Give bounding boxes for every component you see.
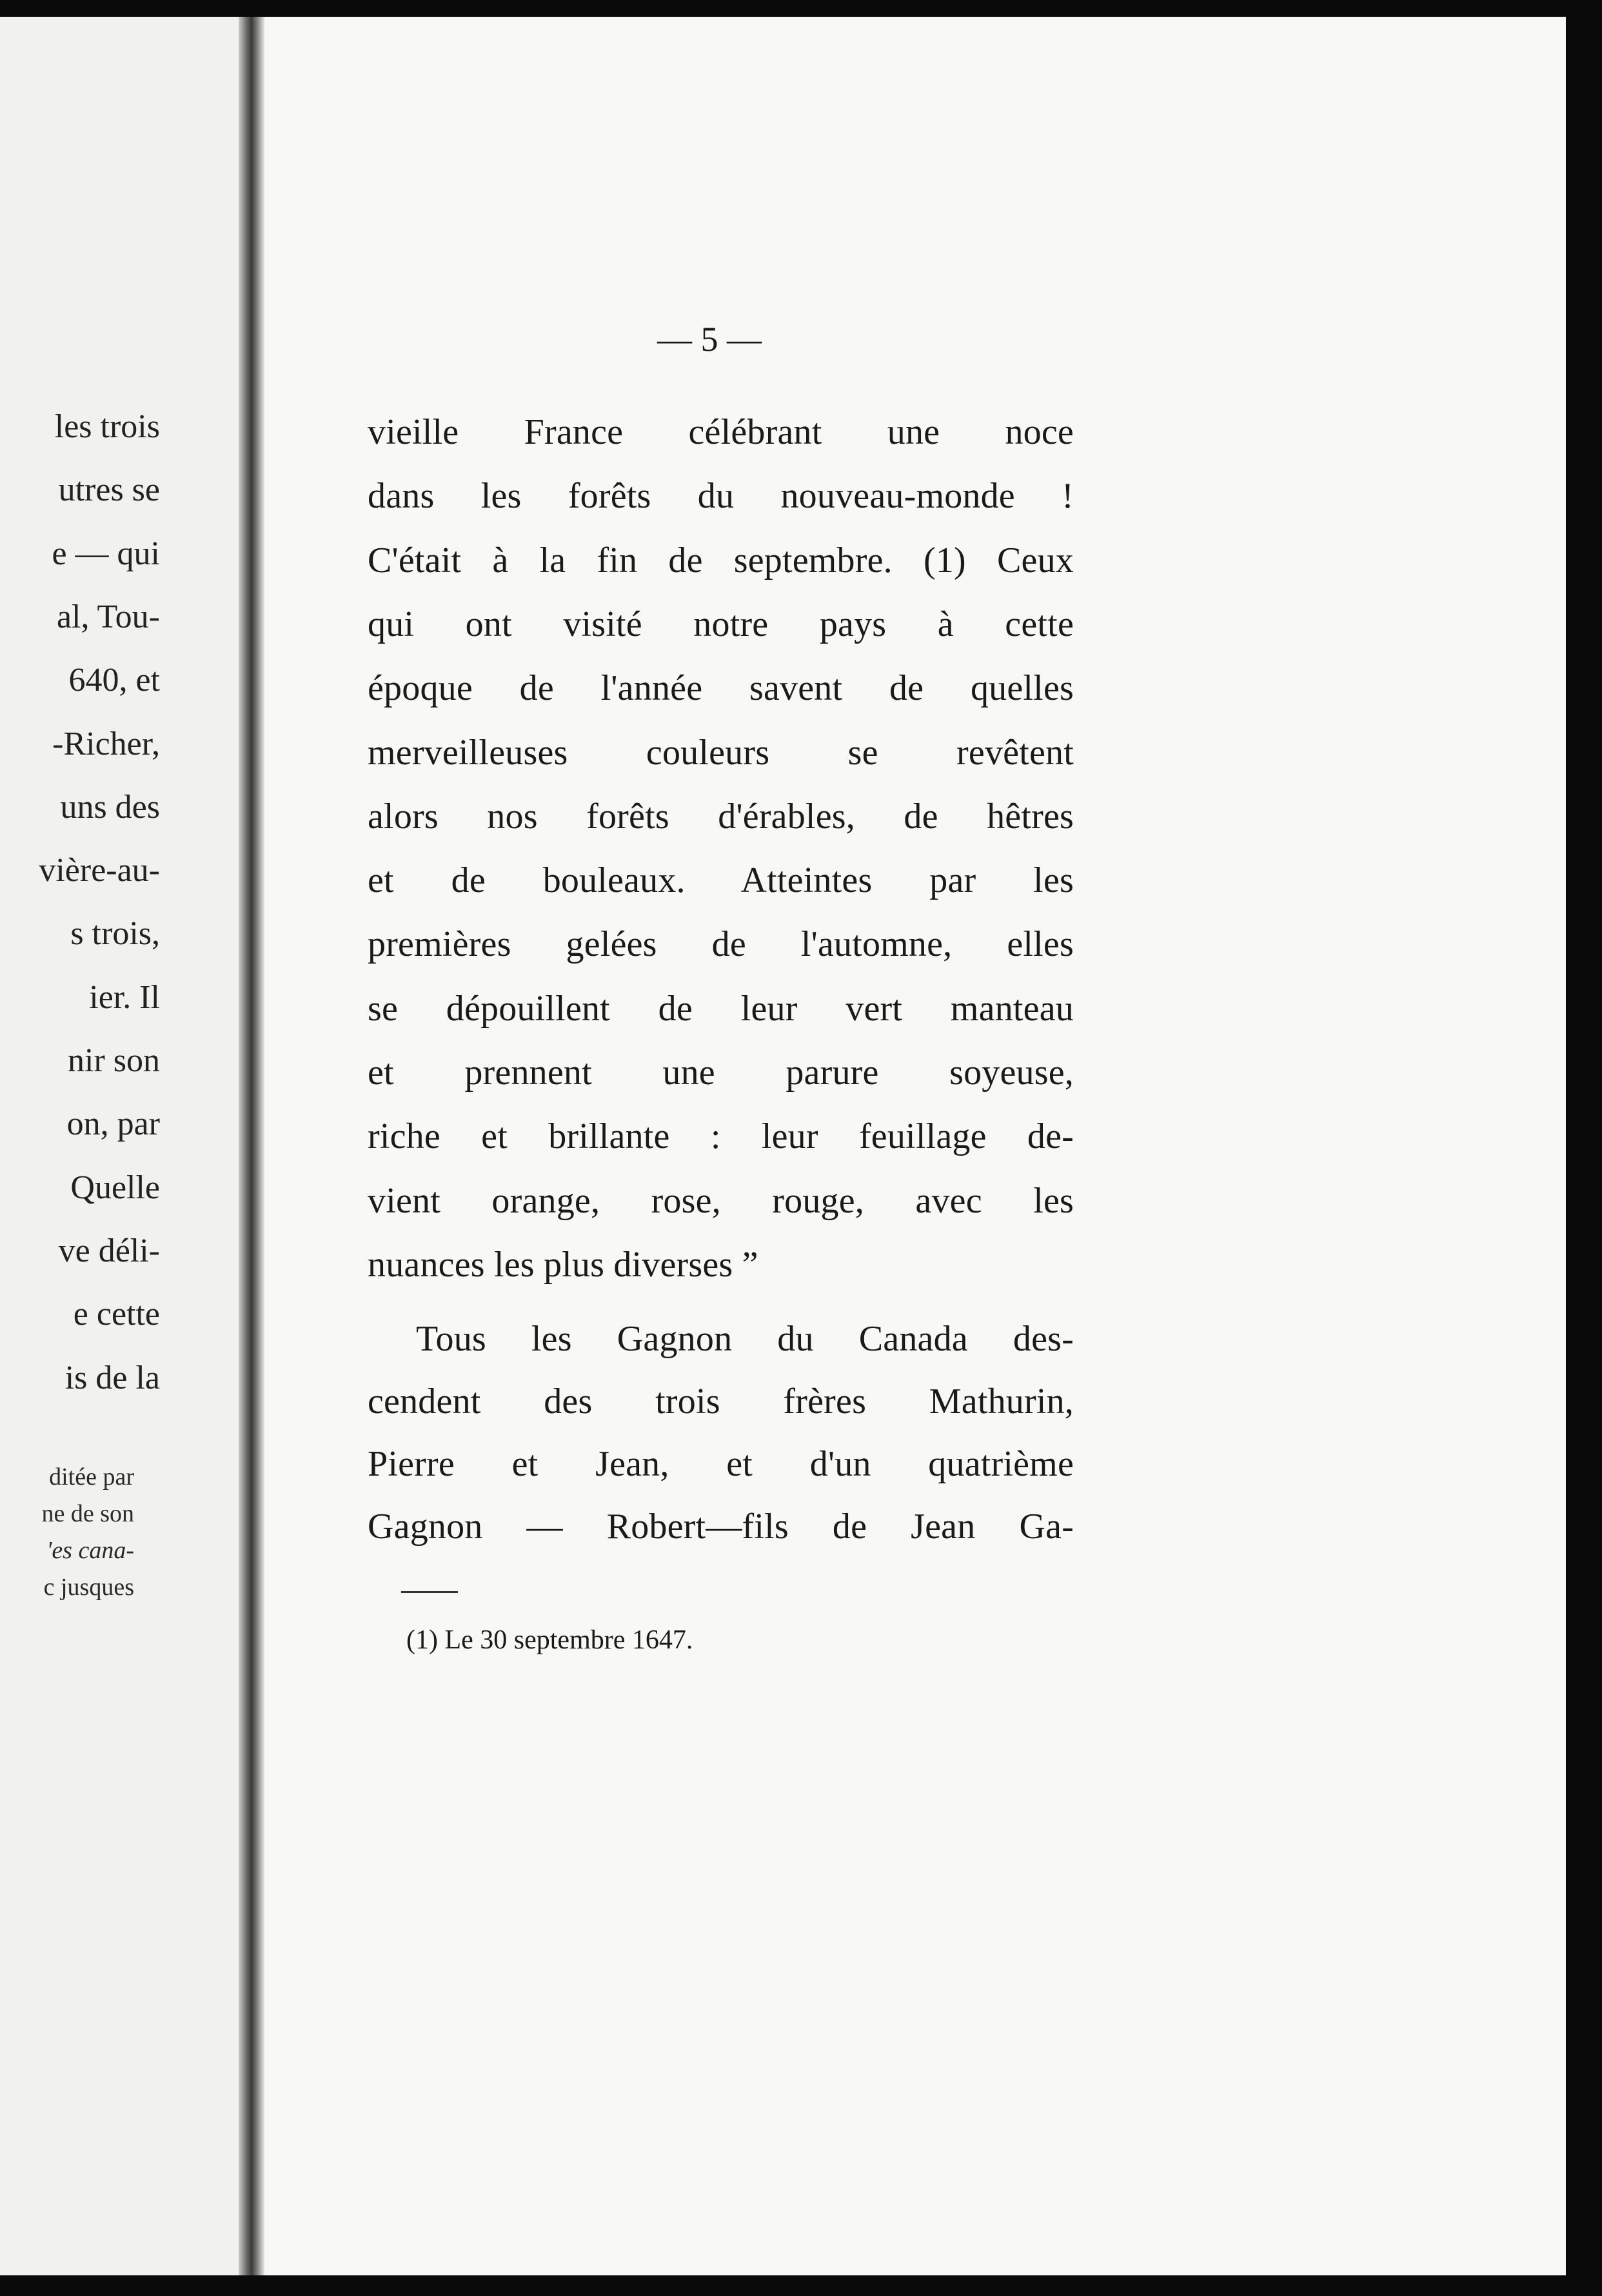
scan-border-bottom xyxy=(0,2275,1602,2296)
text-line: Gagnon — Robert—fils de Jean Ga- xyxy=(368,1507,1074,1547)
scan-border-right xyxy=(1566,0,1602,2296)
left-page-line: on, par xyxy=(66,1105,160,1143)
text-line: vieille France célébrant une noce xyxy=(368,412,1074,452)
left-page-footnote-line: ne de son xyxy=(41,1500,134,1527)
left-page-footnote-line: ditée par xyxy=(49,1463,134,1490)
left-page-line: nir son xyxy=(68,1042,160,1079)
text-line: qui ont visité notre pays à cette xyxy=(368,604,1074,644)
text-line: époque de l'année savent de quelles xyxy=(368,668,1074,709)
text-line: Tous les Gagnon du Canada des- xyxy=(416,1319,1074,1359)
left-page-line: s trois, xyxy=(70,915,160,953)
footnote: (1) Le 30 septembre 1647. xyxy=(406,1625,693,1655)
left-page-line: utres se xyxy=(58,471,160,509)
text-line: premières gelées de l'automne, elles xyxy=(368,924,1074,965)
text-line: se dépouillent de leur vert manteau xyxy=(368,988,1074,1029)
text-line: dans les forêts du nouveau-monde ! xyxy=(368,476,1074,517)
left-page-line: -Richer, xyxy=(52,725,160,762)
text-line: et de bouleaux. Atteintes par les xyxy=(368,860,1074,901)
scan-border-top xyxy=(0,0,1602,17)
text-line: cendent des trois frères Mathurin, xyxy=(368,1381,1074,1421)
left-page-line: 640, et xyxy=(68,662,160,699)
text-line: alors nos forêts d'érables, de hêtres xyxy=(368,796,1074,836)
left-page-line: e cette xyxy=(73,1296,160,1333)
text-line: vient orange, rose, rouge, avec les xyxy=(368,1180,1074,1221)
left-page-line: Quelle xyxy=(70,1169,160,1206)
text-line: C'était à la fin de septembre. (1) Ceux xyxy=(368,540,1074,580)
left-page xyxy=(0,17,239,2275)
text-line: riche et brillante : leur feuillage de- xyxy=(368,1116,1074,1157)
left-page-line: les trois xyxy=(54,408,160,445)
page-number: — 5 — xyxy=(657,320,762,359)
left-page-line: is de la xyxy=(64,1359,160,1396)
left-page-footnote-line: 'es cana- xyxy=(46,1537,134,1564)
text-line: nuances les plus diverses ” xyxy=(368,1244,758,1285)
left-page-line: e — qui xyxy=(52,535,160,572)
left-page-line: al, Tou- xyxy=(56,598,160,635)
text-line: et prennent une parure soyeuse, xyxy=(368,1053,1074,1093)
left-page-line: ier. Il xyxy=(89,978,160,1016)
footnote-rule xyxy=(401,1591,458,1593)
text-line: Pierre et Jean, et d'un quatrième xyxy=(368,1444,1074,1484)
text-line: merveilleuses couleurs se revêtent xyxy=(368,732,1074,773)
left-page-footnote-line: c jusques xyxy=(43,1574,134,1601)
left-page-line: uns des xyxy=(60,788,160,826)
left-page-line: vière-au- xyxy=(39,852,160,889)
book-gutter xyxy=(239,17,264,2275)
left-page-line: ve déli- xyxy=(58,1232,160,1269)
